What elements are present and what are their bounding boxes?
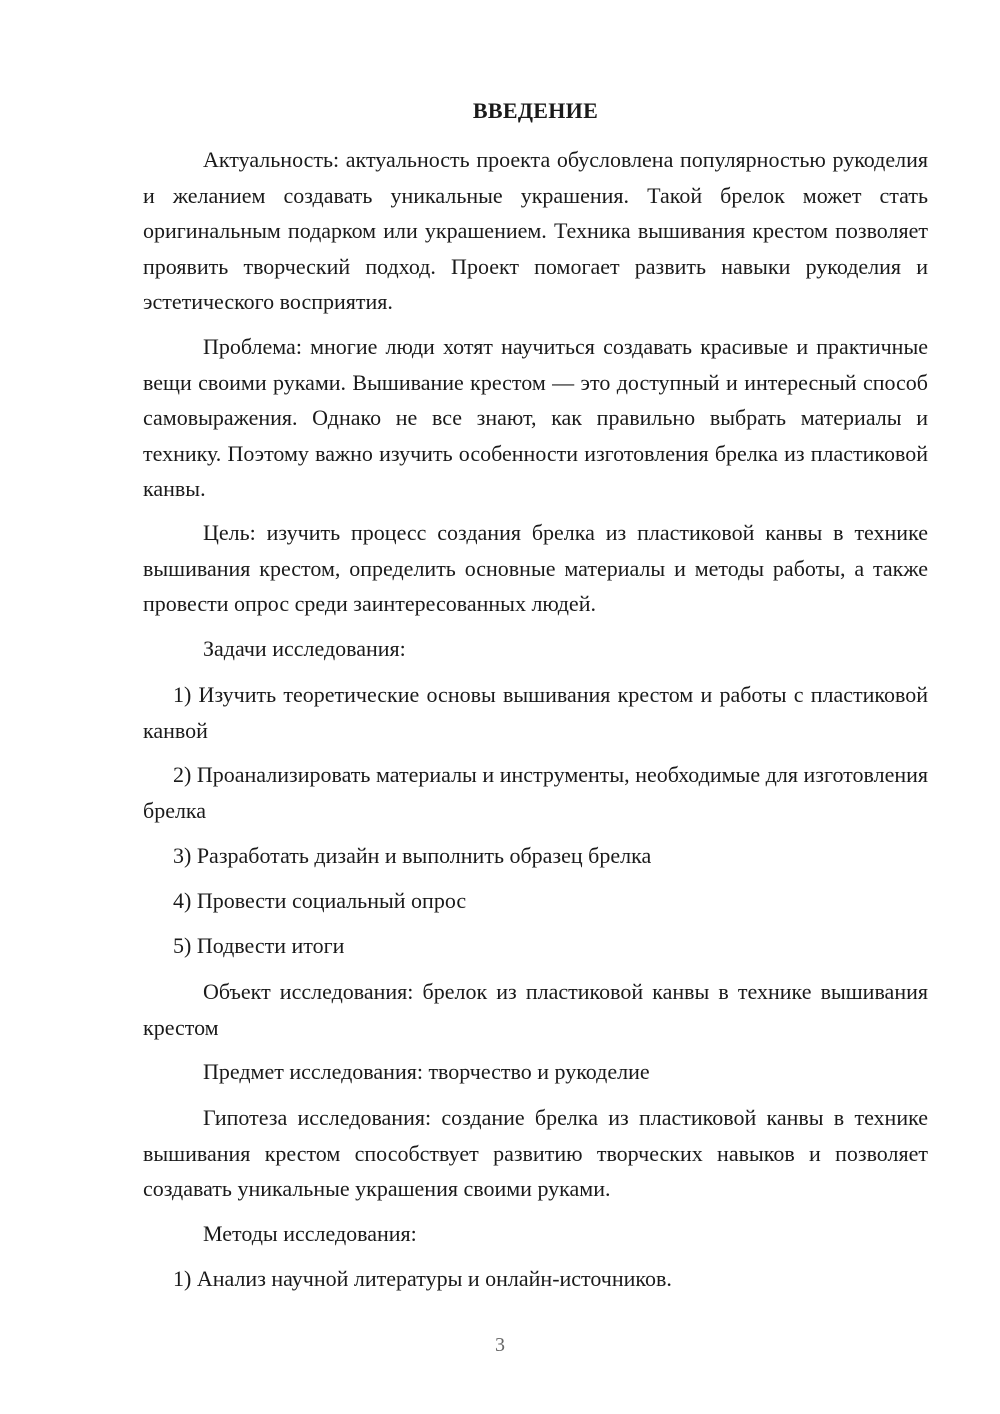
paragraph-tasks-heading: Задачи исследования:	[203, 636, 406, 661]
paragraph-relevance: Актуальность: актуальность проекта обусловлена популярностью рукоделия и желанием создавать уникальные украшения. Такой брелок может стать оригинальным подарком или украшением. Техника вышивания крестом позволяет проявить творческий подход. Проект помогает развить навыки рукоделия и эстетического восприятия.	[143, 147, 928, 314]
paragraph-object: Объект исследования: брелок из пластиковой канвы в технике вышивания крестом	[143, 979, 928, 1040]
list-item: 1) Анализ научной литературы и онлайн-источников.	[173, 1266, 672, 1291]
list-item: 1) Изучить теоретические основы вышивания крестом и работы с пластиковой канвой	[143, 682, 928, 743]
list-item: 5) Подвести итоги	[173, 933, 345, 958]
list-item: 2) Проанализировать материалы и инструменты, необходимые для изготовления брелка	[143, 762, 928, 823]
page-title: ВВЕДЕНИЕ	[472, 98, 599, 123]
paragraph-problem: Проблема: многие люди хотят научиться создавать красивые и практичные вещи своими руками. Вышивание крестом — это доступный и интересный способ самовыражения. Однако не все знают, как правильно выбрать материалы и технику. Поэтому важно изучить особенности изготовления брелка из пластиковой канвы.	[143, 334, 928, 501]
paragraph-hypothesis: Гипотеза исследования: создание брелка из пластиковой канвы в технике вышивания крестом способствует развитию творческих навыков и позволяет создавать уникальные украшения своими руками.	[143, 1105, 928, 1201]
list-item: 4) Провести социальный опрос	[173, 888, 467, 913]
page-number: 3	[495, 1334, 505, 1356]
paragraph-goal: Цель: изучить процесс создания брелка из пластиковой канвы в технике вышивания крестом, определить основные материалы и методы работы, а также провести опрос среди заинтересованных людей.	[143, 520, 928, 616]
paragraph-subject: Предмет исследования: творчество и рукоделие	[203, 1059, 650, 1084]
list-item: 3) Разработать дизайн и выполнить образец брелка	[173, 843, 652, 868]
paragraph-methods-heading: Методы исследования:	[203, 1221, 417, 1246]
